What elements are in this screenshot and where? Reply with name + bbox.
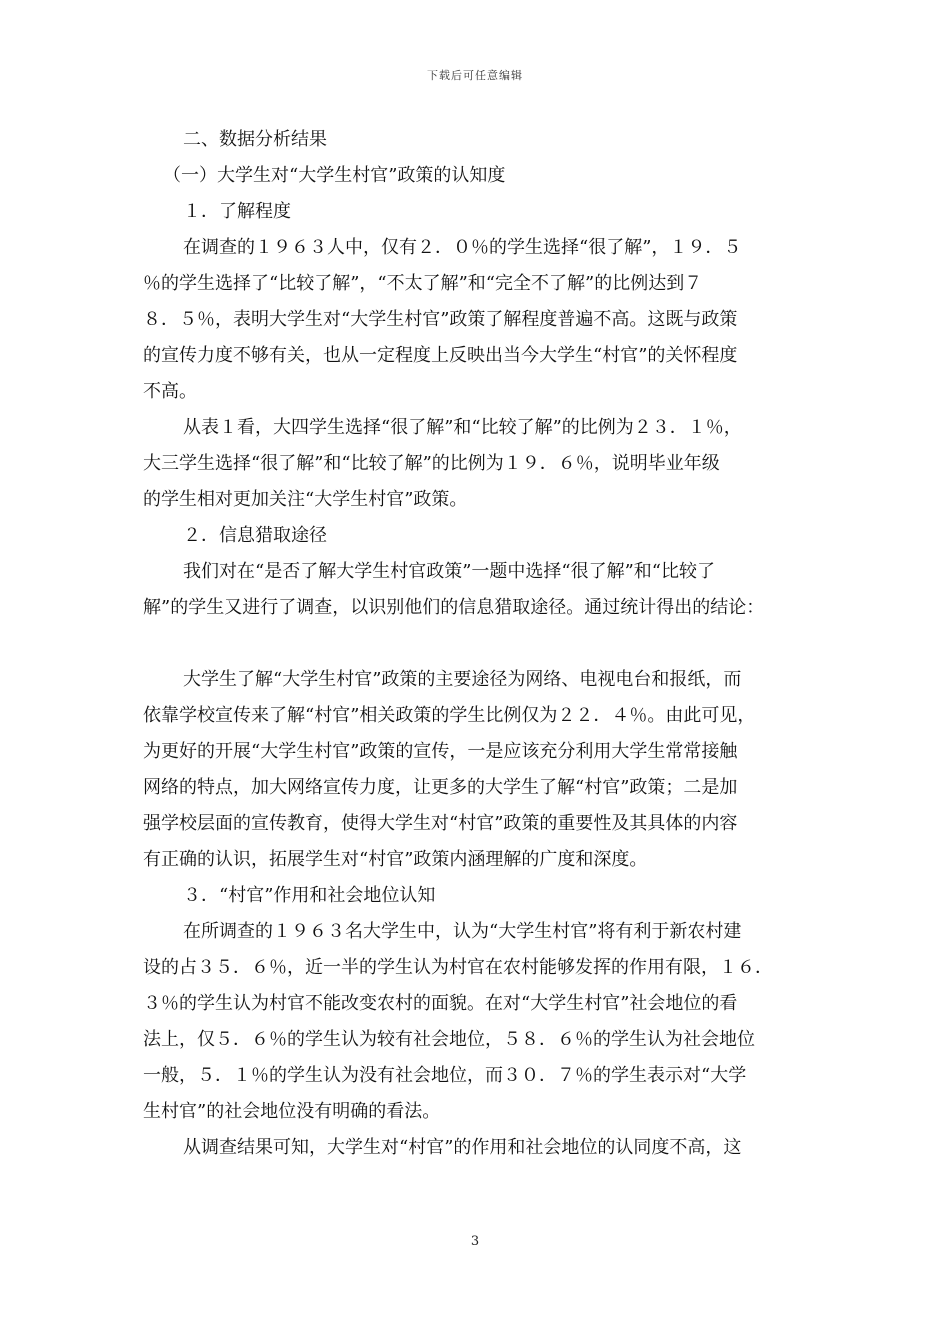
page-header-note: 下载后可任意编辑	[427, 69, 523, 82]
section-heading: 二、数据分析结果	[183, 129, 327, 150]
paragraph-line: 我们对在“是否了解大学生村官政策”一题中选择“很了解”和“比较了	[183, 561, 716, 582]
section-heading: （一）大学生对“大学生村官”政策的认知度	[163, 165, 506, 186]
section-heading: ２．信息猎取途径	[183, 525, 327, 546]
paragraph-line: 设的占３５．６％，近一半的学生认为村官在农村能够发挥的作用有限，１６．	[143, 957, 773, 978]
paragraph-line: 从表１看，大四学生选择“很了解”和“比较了解”的比例为２３．１％，	[183, 417, 742, 438]
page-number: 3	[470, 1234, 480, 1249]
paragraph-line: 从调查结果可知，大学生对“村官”的作用和社会地位的认同度不高，这	[183, 1137, 742, 1158]
paragraph-line: 生村官”的社会地位没有明确的看法。	[143, 1101, 441, 1122]
paragraph-line: 在所调查的１９６３名大学生中，认为“大学生村官”将有利于新农村建	[183, 921, 742, 942]
paragraph-line: 在调查的１９６３人中，仅有２．０％的学生选择“很了解”，１９．５	[183, 237, 742, 258]
paragraph-line: ％的学生选择了“比较了解”，“不太了解”和“完全不了解”的比例达到７	[143, 273, 703, 294]
paragraph-line: ８．５％，表明大学生对“大学生村官”政策了解程度普遍不高。这既与政策	[143, 309, 738, 330]
paragraph-line: 网络的特点，加大网络宣传力度，让更多的大学生了解“村官”政策；二是加	[143, 777, 738, 798]
section-heading: ３．“村官”作用和社会地位认知	[183, 885, 436, 906]
paragraph-line: 有正确的认识，拓展学生对“村官”政策内涵理解的广度和深度。	[143, 849, 648, 870]
paragraph-line: 大三学生选择“很了解”和“比较了解”的比例为１９．６％，说明毕业年级	[143, 453, 720, 474]
blank-line	[143, 626, 823, 662]
paragraph-line: 解”的学生又进行了调查，以识别他们的信息猎取途径。通过统计得出的结论：	[143, 597, 765, 618]
paragraph-line: 强学校层面的宣传教育，使得大学生对“村官”政策的重要性及其具体的内容	[143, 813, 738, 834]
paragraph-line: 的宣传力度不够有关，也从一定程度上反映出当今大学生“村官”的关怀程度	[143, 345, 738, 366]
section-heading: １．了解程度	[183, 201, 291, 222]
paragraph-line: 一般，５．１％的学生认为没有社会地位，而３０．７％的学生表示对“大学	[143, 1065, 747, 1086]
paragraph-line: 法上，仅５．６％的学生认为较有社会地位，５８．６％的学生认为社会地位	[143, 1029, 755, 1050]
paragraph-line: 为更好的开展“大学生村官”政策的宣传，一是应该充分利用大学生常常接触	[143, 741, 738, 762]
paragraph-line: 的学生相对更加关注“大学生村官”政策。	[143, 489, 468, 510]
document-body	[143, 122, 823, 1166]
paragraph-line: 依靠学校宣传来了解“村官”相关政策的学生比例仅为２２．４％。由此可见，	[143, 705, 756, 726]
paragraph-line: 大学生了解“大学生村官”政策的主要途径为网络、电视电台和报纸，而	[183, 669, 742, 690]
paragraph-line: 不高。	[143, 381, 197, 402]
paragraph-line: ３％的学生认为村官不能改变农村的面貌。在对“大学生村官”社会地位的看	[143, 993, 738, 1014]
